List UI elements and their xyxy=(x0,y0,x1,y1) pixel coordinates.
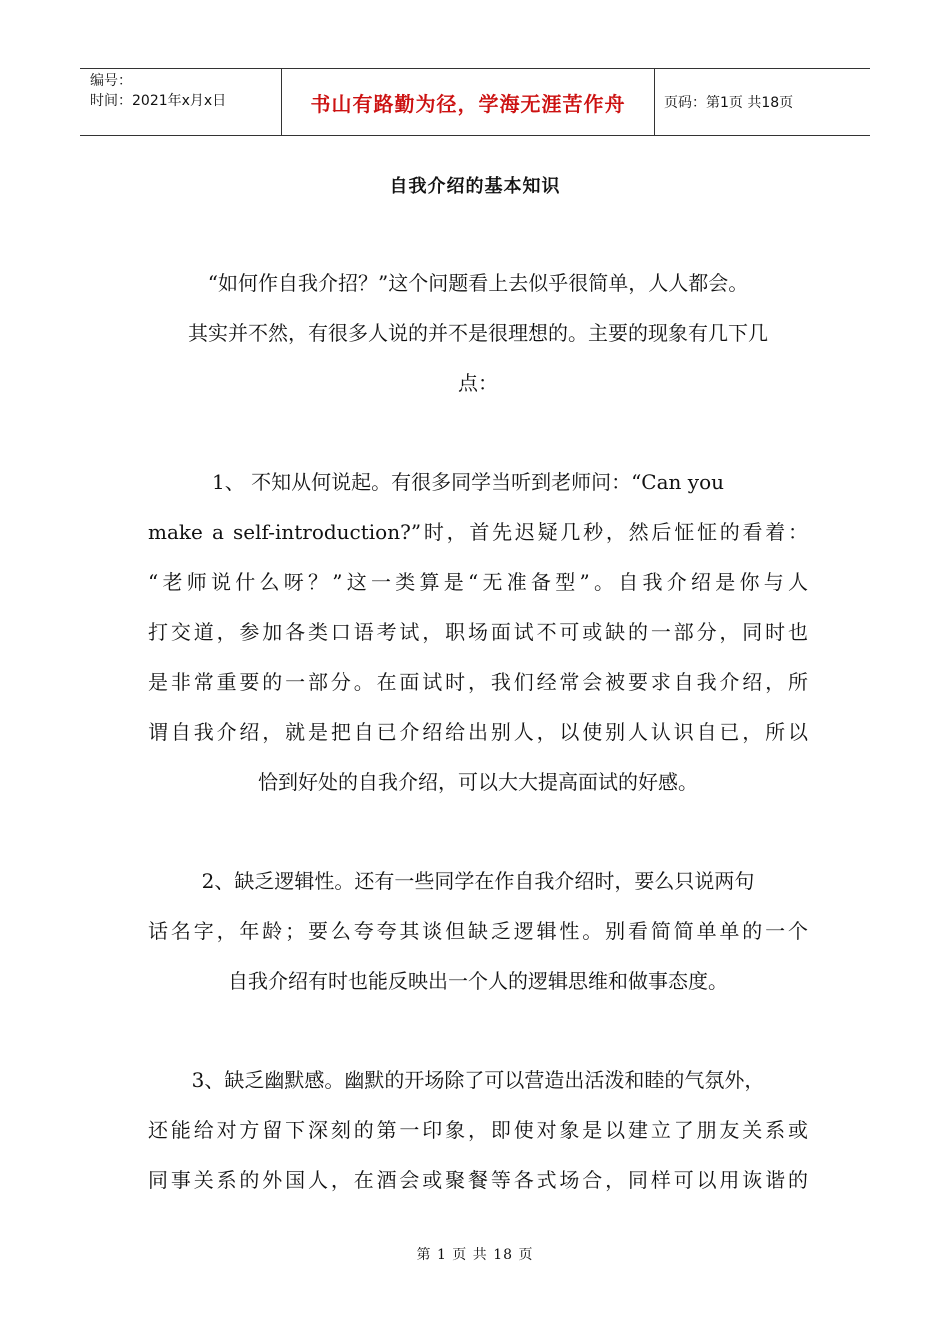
text-line: 1、 不知从何说起。有很多同学当听到老师问：“Can you xyxy=(212,470,724,494)
document-title: 自我介绍的基本知识 xyxy=(389,176,561,197)
header-motto: 书山有路勤为径，学海无涯苦作舟 xyxy=(282,69,655,135)
text-line: 谓自我介绍，就是把自已介绍给出别人，以使别人认识自已，所以 xyxy=(148,720,808,744)
text-line: 是非常重要的一部分。在面试时，我们经常会被要求自我介绍，所 xyxy=(148,670,808,694)
text-line: 恰到好处的自我介绍，可以大大提高面试的好感。 xyxy=(258,770,698,794)
document-number: 编号： xyxy=(90,73,132,89)
header-page-info: 页码：第1页 共18页 xyxy=(664,95,794,111)
text-line: 3、缺乏幽默感。幽默的开场除了可以营造出活泼和睦的气氛外， xyxy=(191,1068,765,1092)
paragraph-intro xyxy=(148,258,808,408)
text-line: 2、缺乏逻辑性。还有一些同学在作自我介绍时，要么只说两句 xyxy=(201,869,755,893)
paragraph-point-2 xyxy=(148,856,808,1006)
text-line: “如何作自我介招？”这个问题看上去似乎很简单，人人都会。 xyxy=(207,271,749,295)
text-line: 同事关系的外国人，在酒会或聚餐等各式场合，同样可以用诙谐的 xyxy=(148,1168,808,1192)
header-meta xyxy=(80,69,282,135)
text-line: 其实并不然，有很多人说的并不是很理想的。主要的现象有几下几 xyxy=(188,321,768,345)
text-line: 自我介绍有时也能反映出一个人的逻辑思维和做事态度。 xyxy=(228,969,728,993)
document-date: 时间：2021年x月x日 xyxy=(90,93,227,109)
text-line: make a self-introduction?”时，首先迟疑几秒，然后怔怔的看着： xyxy=(148,520,808,544)
page-footer: 第 1 页 共 18 页 xyxy=(416,1247,534,1263)
text-line: 点： xyxy=(458,371,498,395)
text-line: 话名字，年龄；要么夸夸其谈但缺乏逻辑性。别看简简单单的一个 xyxy=(148,919,808,943)
page-header xyxy=(80,68,870,136)
paragraph-point-3 xyxy=(148,1055,808,1205)
text-line: “老师说什么呀？”这一类算是“无准备型”。自我介绍是你与人 xyxy=(148,570,808,594)
text-line: 还能给对方留下深刻的第一印象，即使对象是以建立了朋友关系或 xyxy=(148,1118,808,1142)
paragraph-point-1 xyxy=(148,457,808,807)
text-line: 打交道，参加各类口语考试，职场面试不可或缺的一部分，同时也 xyxy=(148,620,808,644)
